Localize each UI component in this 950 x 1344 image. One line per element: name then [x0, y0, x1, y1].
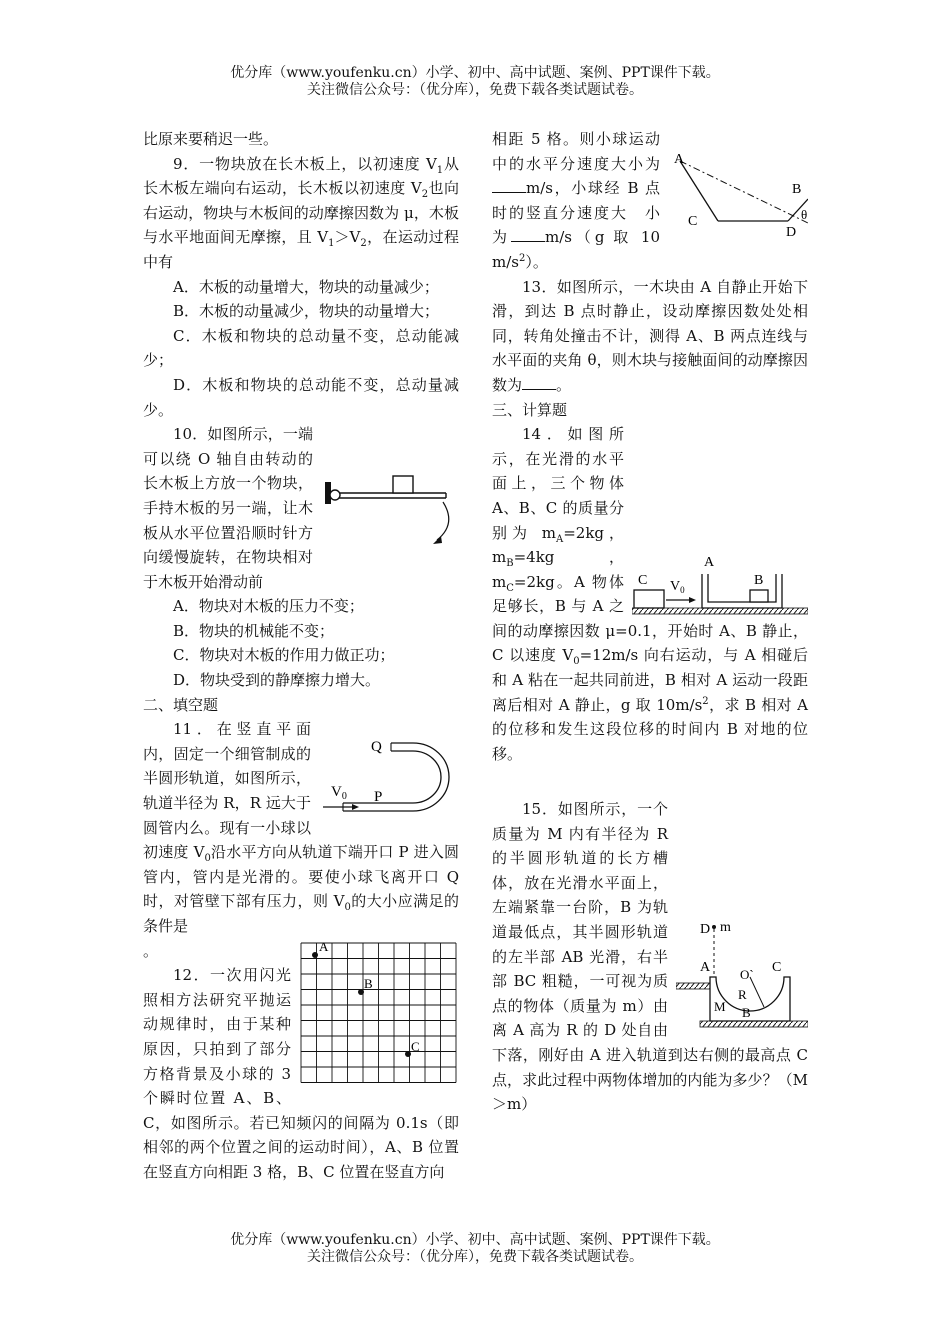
tube-outer [343, 743, 449, 811]
q15-block [492, 797, 808, 1117]
q15-groove-figure [676, 921, 808, 1039]
q13-stem: 13．如图所示，一木块由 A 自静止开始下滑，到达 B 点时静止，设动摩擦因数处处相同，转角处撞击不计，测得 A、B 两点连线与水平面的夹角 θ，则木块与接触面间的动摩擦因数为 。 [492, 277, 808, 394]
q12-continuation: A B C D θ 相距 5 格。则小球运动中的水平分速度大小为m/s，小球经 B 点时的竖直分速度大 小 为 m/s（g 取 10 $m/s^2$）。 [492, 130, 808, 271]
label-mm: M [714, 999, 726, 1014]
label-a: A [674, 152, 685, 167]
label-d: D [700, 922, 711, 937]
q9-option-c: C．木板和物块的总动量不变，总动能减少； [143, 326, 459, 370]
q10-rotating-board-figure [321, 472, 459, 554]
page-header [0, 65, 950, 99]
header-line-1: 优分库（www.youfenku.cn）小学、初中、高中试题、案例、PPT课件下载。 [230, 65, 720, 81]
label-v0: $V_0$ [331, 784, 347, 803]
label-r: R [738, 987, 747, 1002]
header-line-2: 关注微信公众号：（优分库），免费下载各类试题试卷。 [307, 82, 643, 98]
q10-option-a: A．物块对木板的压力不变； [173, 597, 364, 616]
label-o: O` [740, 967, 754, 982]
q8-continuation: 比原来要稍迟一些。 [143, 130, 279, 148]
label-v0: $V_0$ [670, 579, 685, 596]
label-a: A [700, 960, 711, 975]
q10-option-d: D．物块受到的静摩擦力增大。 [173, 671, 381, 690]
label-d: D [786, 225, 797, 240]
label-b: B [364, 976, 373, 992]
right-column [492, 127, 808, 766]
q14-stem: C $V_0$ A B 14．如图所示，在光滑的水平面上，三个物体 A、B、C 的质量分别为 $m_A=2kg$，$m_B=4kg$，$m_C=2kg$。A 物体足够长，B 与 A 之间的动摩擦因数 μ=0.1，开始时 A、B 静止，C 以速度 $V_0=12m/s$ 向右运动，与 A 相碰后和 A 粘在一起共同前进，B 相对 A 运动一段距离后相对 A 静止，g 取 $10m/s^2$，求 B 相对 A 的位移和发生这段位移的时间内 B 对地的位移。 [492, 425, 808, 763]
q10-option-b: B．物块的机械能不变； [173, 621, 335, 640]
q15-stem: D m A O` C R M B 15．如图所示，一个质量为 M 内有半径为 R 的半圆形轨道的长方槽体，放在光滑水平面上，左端紧靠一台阶，B 为轨道最低点，其半圆形轨道的左半部 AB 光滑，右半部 BC 粗糙，一可视为质点的物体（质量为 m）由离 A 高为 R 的 D 处自由下落，刚好由 A 进入轨道到达右侧的最高点 C 点，求此过程中两物体增加的内能为多少？（M＞m） [492, 800, 808, 1114]
q9-option-a: A．木板的动量增大，物块的动量减少； [173, 277, 439, 296]
label-m: m [720, 921, 731, 935]
pivot-o [330, 490, 340, 500]
q13-incline-figure [668, 151, 808, 243]
q11-stem: Q P $V_0$ 11．在竖直平面内，固定一个细管制成的半圆形轨道，如图所示，轨道半径为 R，R 远大于圆管内么。现有一小球以初速度 $V_0$沿水平方向从轨道下端开口 P 进入圆管内，管内是光滑的。要使小球飞离开口 Q 时，对管壁下部有压力，则 $V_0$的大小应满足的条件是 [143, 720, 459, 935]
label-b: B [792, 182, 802, 197]
q12-stem: A B C 12．一次用闪光照相方法研究平抛运动规律时，由于某种原因，只拍到了部分方格背景及小球的 3 个瞬时位置 A、B、C，如图所示。若已知频闪的间隔为 0.1s（即相邻的两个位置之间的运动时间），A、B 位置在竖直方向相距 3 格，B、C 位置在竖直方向 [143, 941, 459, 1181]
q9-option-d: D．木板和物块的总动能不变，总动量减少。 [143, 375, 459, 419]
q9-stem: 9．一物块放在长木板上，以初速度 $V_1$从长木板左端向右运动，长木板以初速度 $V_2$也向右运动，物块与木板间的动摩擦因数为 μ，木板与水平地面间无摩擦，且 $V_1>V_2$，在运动过程中有 [143, 154, 459, 271]
label-c: C [688, 214, 698, 229]
left-column [143, 127, 459, 1185]
label-b: B [742, 1005, 751, 1020]
point-a [312, 952, 318, 958]
label-a: A [704, 555, 715, 571]
ground-hatch [700, 1021, 808, 1027]
step-hatch [676, 983, 710, 989]
label-c: C [411, 1039, 420, 1055]
q12-grid-figure [299, 941, 459, 1093]
label-b: B [754, 573, 764, 589]
body-a [702, 574, 782, 608]
label-c: C [638, 573, 648, 589]
q10-option-c: C．物块对木板的作用力做正功； [173, 646, 395, 665]
block-c [634, 590, 664, 608]
grid-background [301, 943, 456, 1083]
page-footer [0, 1232, 950, 1266]
q10-stem: 10．如图所示，一端可以绕 O 轴自由转动的长木板上方放一个物块，手持木板的另一端，让木板从水平位置沿顺时针方向缓慢旋转，在物块相对于木板开始滑动前 [143, 422, 459, 594]
block [393, 476, 413, 493]
q11-end: 。 [143, 941, 159, 960]
footer-line-2: 关注微信公众号：（优分库），免费下载各类试题试卷。 [307, 1249, 643, 1265]
q14-blocks-figure [632, 550, 808, 616]
label-c: C [772, 960, 782, 975]
tube-inner [343, 751, 441, 806]
section-2-heading: 二、填空题 [143, 695, 219, 714]
ground-hatch [632, 608, 808, 614]
label-a: A [319, 941, 329, 955]
footer-line-1: 优分库（www.youfenku.cn）小学、初中、高中试题、案例、PPT课件下载。 [230, 1232, 720, 1248]
rotation-arrow [437, 502, 449, 540]
block-b [750, 590, 768, 602]
q9-option-b: B．木板的动量减少，物块的动量增大； [173, 302, 440, 321]
q11-semicircle-tube-figure [319, 739, 459, 819]
section-3-heading: 三、计算题 [492, 400, 568, 419]
label-q: Q [371, 739, 382, 756]
label-p: P [374, 789, 383, 806]
label-theta: θ [801, 207, 808, 222]
